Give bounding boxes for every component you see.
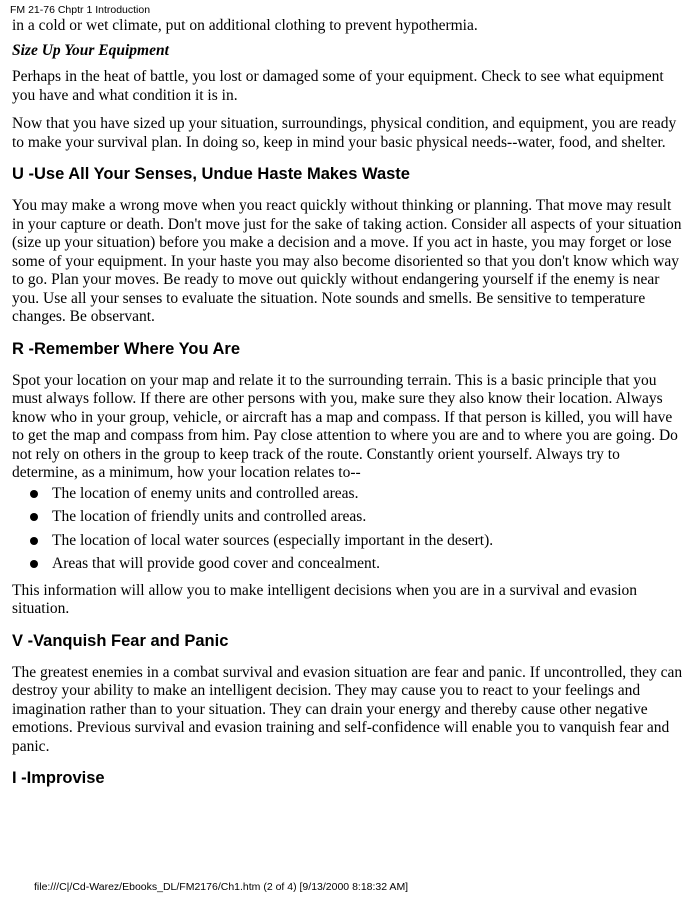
v-section-heading: V -Vanquish Fear and Panic xyxy=(12,631,229,650)
bullet-icon xyxy=(30,513,38,521)
page-header: FM 21-76 Chptr 1 Introduction xyxy=(10,4,151,16)
bullet-icon xyxy=(30,537,38,545)
equipment-paragraph-1: Perhaps in the heat of battle, you lost or damaged some of your equipment. Check to see what equipment you have and what condition it is in. xyxy=(12,68,664,104)
list-item xyxy=(30,485,684,504)
intro-paragraph: in a cold or wet climate, put on additional clothing to prevent hypothermia. xyxy=(12,17,478,34)
v-section-paragraph: The greatest enemies in a combat survival and evasion situation are fear and panic. If uncontrolled, they can destroy your ability to make an intelligent decision. They may cause you to react to your feelings and imagination rather than to your situation. They can drain your energy and thereby cause other negative emotions. Previous survival and evasion training and self-confidence will enable you to vanquish fear and panic. xyxy=(12,663,683,755)
list-item xyxy=(30,555,684,574)
i-section-heading: I -Improvise xyxy=(12,769,105,787)
list-item xyxy=(30,508,684,527)
r-section-paragraph-2: This information will allow you to make intelligent decisions when you are in a survival and evasion situation. xyxy=(12,581,638,617)
r-section-heading: R -Remember Where You Are xyxy=(12,339,241,358)
bullet-icon xyxy=(30,560,38,568)
equipment-heading: Size Up Your Equipment xyxy=(12,41,169,59)
list-item xyxy=(30,532,684,551)
location-bullet-list xyxy=(12,485,684,574)
r-section-paragraph-1: Spot your location on your map and relate it to the surrounding terrain. This is a basic principle that you must always follow. If there are other persons with you, make sure they also know their location. Always know who in your group, vehicle, or aircraft has a map and compass. If that person is killed, you will have to get the map and compass from him. Pay close attention to where you are and to where you are going. Do not rely on others in the group to keep track of the route. Constantly orient yourself. Always try to determine, as a minimum, how your location relates to-- xyxy=(12,371,678,481)
document-body xyxy=(12,17,684,801)
page-footer-url: file:///C|/Cd-Warez/Ebooks_DL/FM2176/Ch1.htm (2 of 4) [9/13/2000 8:18:32 AM] xyxy=(34,881,409,893)
list-item-text: The location of local water sources (especially important in the desert). xyxy=(52,531,494,549)
list-item-text: The location of friendly units and controlled areas. xyxy=(52,508,367,525)
bullet-icon xyxy=(30,490,38,498)
u-section-paragraph: You may make a wrong move when you react quickly without thinking or planning. That move may result in your capture or death. Don't move just for the sake of taking action. Consider all aspects of your situation (size up your situation) before you make a decision and a move. If you act in haste, you may forget or lose some of your equipment. In your haste you may also become disoriented so that you don't know which way to go. Plan your moves. Be ready to move out quickly without endangering yourself if the enemy is near you. Use all your senses to evaluate the situation. Note sounds and smells. Be sensitive to temperature changes. Be observant. xyxy=(12,197,682,325)
equipment-paragraph-2: Now that you have sized up your situation, surroundings, physical condition, and equipment, you are ready to make your survival plan. In doing so, keep in mind your basic physical needs--water, food, and shelter. xyxy=(12,115,677,151)
list-item-text: Areas that will provide good cover and concealment. xyxy=(52,555,380,572)
u-section-heading: U -Use All Your Senses, Undue Haste Makes Waste xyxy=(12,165,410,183)
list-item-text: The location of enemy units and controlled areas. xyxy=(52,484,359,502)
